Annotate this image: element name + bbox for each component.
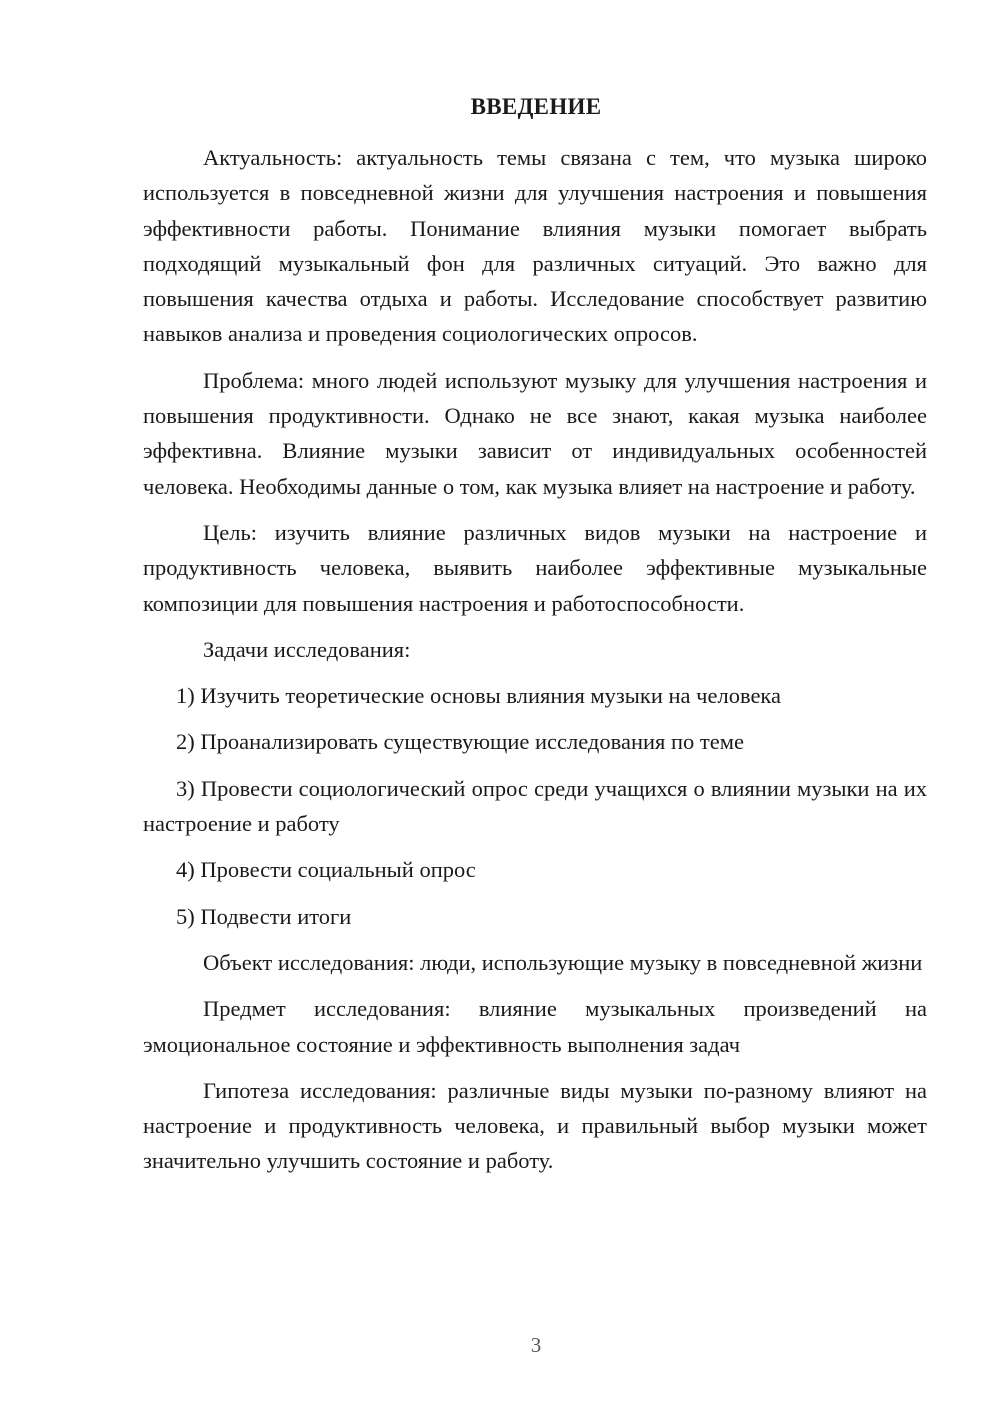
subject-paragraph: Предмет исследования: влияние музыкальных произведений на эмоциональное состояние и эффективность выполнения задач (143, 996, 927, 1057)
section-heading: ВВЕДЕНИЕ (470, 94, 602, 119)
task-item-3: 3) Провести социологический опрос среди учащихся о влиянии музыки на их настроение и работу (143, 775, 927, 837)
relevance-paragraph: Актуальность: актуальность темы связана с тем, что музыка широко используется в повседневной жизни для улучшения настроения и повышения эффективности работы. Понимание влияния музыки помогает выбрать подходящий музыкальный фон для различных ситуаций. Это важно для повышения качества отдыха и работы. Исследование способствует развитию навыков анализа и проведения социологических опросов. (143, 145, 927, 347)
task-item-1: 1) Изучить теоретические основы влияния музыки на человека (176, 683, 782, 709)
task-item-5: 5) Подвести итоги (176, 903, 352, 929)
task-item-4: 4) Провести социальный опрос (176, 857, 476, 883)
page-number: 3 (530, 1333, 542, 1357)
object-paragraph: Объект исследования: люди, использующие музыку в повседневной жизни (203, 949, 923, 975)
task-item-2: 2) Проанализировать существующие исследования по теме (176, 729, 744, 755)
goal-paragraph: Цель: изучить влияние различных видов музыки на настроение и продуктивность человека, выявить наиболее эффективные музыкальные композиции для повышения настроения и работоспособности. (143, 519, 927, 616)
tasks-heading: Задачи исследования: (203, 636, 411, 662)
problem-paragraph: Проблема: много людей используют музыку для улучшения настроения и повышения продуктивности. Однако не все знают, какая музыка наиболее эффективна. Влияние музыки зависит от индивидуальных особенностей человека. Необходимы данные о том, как музыка влияет на настроение и работу. (143, 367, 927, 499)
hypothesis-paragraph: Гипотеза исследования: различные виды музыки по-разному влияют на настроение и продуктивность человека, и правильный выбор музыки может значительно улучшить состояние и работу. (143, 1077, 927, 1174)
document-body (143, 140, 927, 1179)
